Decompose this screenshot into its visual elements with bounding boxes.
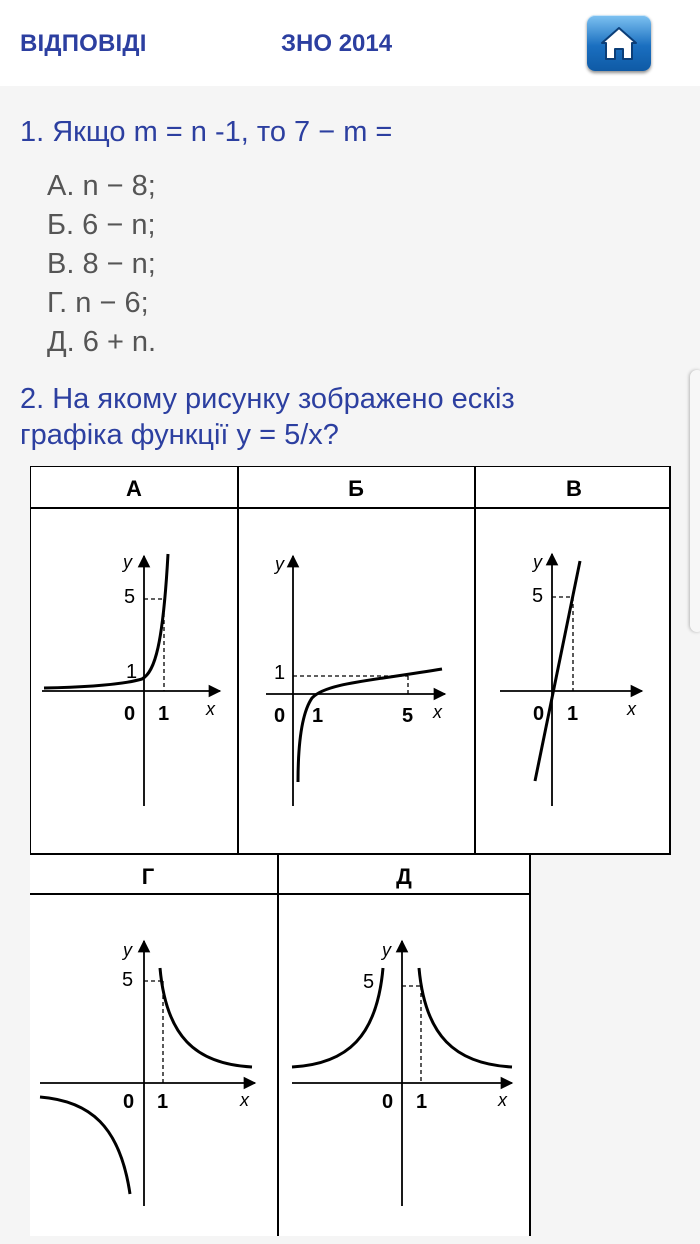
graph-a-x-label: x [206, 699, 215, 719]
graph-v-x-label: x [627, 699, 636, 719]
graph-b-five-x-label: 5 [402, 705, 414, 727]
option-b[interactable]: Б. 6 − n; [47, 209, 156, 241]
graph-a-zero-label: 0 [124, 703, 136, 725]
answers-title: ВІДПОВІДІ [20, 30, 147, 57]
home-icon [599, 24, 639, 62]
graph-v-one-x-label: 1 [567, 703, 579, 725]
header-a: А [126, 476, 142, 501]
question-1-text: 1. Якщо m = n -1, то 7 − m = [20, 116, 393, 148]
question-2-line-1: 2. На якому рисунку зображено ескіз [20, 383, 515, 415]
graph-d-five-label: 5 [363, 971, 375, 993]
question-2-line-2: графіка функції y = 5/x? [20, 419, 339, 451]
question-1-options [47, 168, 156, 363]
graph-b-one-y-label: 1 [274, 662, 286, 684]
graph-a-one-x-label: 1 [158, 703, 170, 725]
page-edge-scroll-indicator[interactable] [690, 370, 700, 632]
exam-title: ЗНО 2014 [281, 30, 393, 57]
graph-a-one-y-label: 1 [126, 661, 138, 683]
graph-g-one-x-label: 1 [157, 1091, 169, 1113]
bottom-table-frame [30, 854, 530, 1236]
graph-a-five-label: 5 [124, 586, 136, 608]
header-v: В [566, 476, 582, 501]
graph-v-zero-label: 0 [533, 703, 545, 725]
graph-g-x-label: x [240, 1090, 249, 1110]
graph-b-x-label: x [433, 702, 442, 722]
graph-g-zero-label: 0 [123, 1091, 135, 1113]
header-b: Б [348, 476, 364, 501]
graph-g-y-label: y [123, 940, 132, 960]
top-table-frame [30, 466, 670, 854]
top-bar [0, 0, 700, 86]
graph-d-y-label: y [382, 940, 391, 960]
header-g: Г [141, 864, 155, 889]
graph-v-five-label: 5 [532, 585, 544, 607]
option-v[interactable]: В. 8 − n; [47, 248, 156, 280]
graph-a-y-label: y [123, 552, 132, 572]
option-a[interactable]: А. n − 8; [47, 170, 156, 202]
home-button[interactable] [587, 15, 651, 71]
graph-v-y-label: y [533, 552, 542, 572]
graph-b-zero-label: 0 [274, 705, 286, 727]
graph-d-one-x-label: 1 [416, 1091, 428, 1113]
header-d: Д [396, 864, 412, 889]
graph-b-one-x-label: 1 [312, 705, 324, 727]
graph-d-x-label: x [498, 1090, 507, 1110]
graph-g-five-label: 5 [122, 969, 134, 991]
graph-d-zero-label: 0 [382, 1091, 394, 1113]
option-d[interactable]: Д. 6 + n. [47, 326, 157, 358]
question-2-text [20, 381, 515, 453]
graph-options-figure [30, 466, 672, 1236]
option-g[interactable]: Г. n − 6; [47, 287, 149, 319]
graph-b-y-label: y [275, 554, 284, 574]
